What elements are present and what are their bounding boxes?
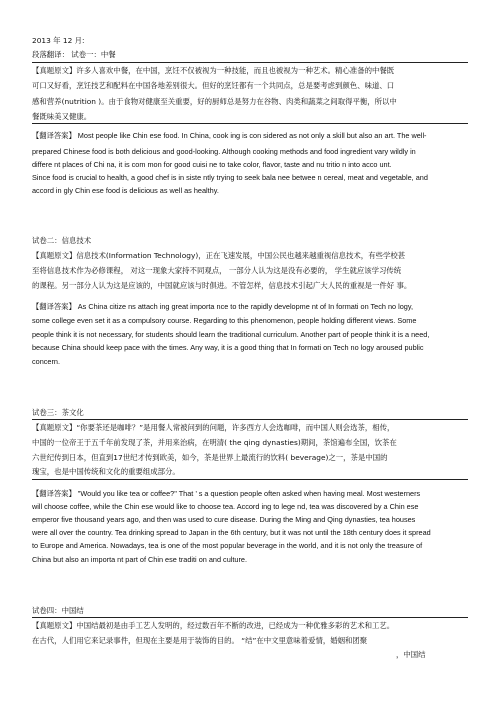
divider [32, 479, 468, 480]
translation-line: differe nt places of Chi na, it is com mon for good cuisi ne to take color, flavor, taste and nu tritio n into acco unt. [32, 160, 392, 169]
translation-line: to Europe and America. Nowadays, tea is one of the most popular beverage in the world, and it is not only the treasure of [32, 541, 423, 550]
translation-line: prepared Chinese food is both delicious and good-looking. Although cooking methods and food ingredient vary wildly in [32, 147, 416, 156]
translation-line: 【翻译答案】 As China citize ns attach ing great importa nce to the rapidly developme nt of In formati on Tech no logy, [32, 302, 413, 311]
source-line: 感和营养(nutrition )。由于食物对健康至关重要，好的厨师总是努力在谷物、肉类和蔬菜之间取得平衡，所以中 [32, 97, 397, 106]
source-line: 【真题原文】“你要茶还是咖啡？”是用餐人常被问到的问题，许多西方人会选咖啡，而中国人则会选茶，相传， [32, 423, 395, 432]
source-line: 【真题原文】许多人喜欢中餐，在中国，烹饪不仅被视为一种技能，而且也被视为一种艺术。精心准备的中餐既 [32, 66, 395, 75]
source-line: 中国的一位帝王于五千年前发现了茶，并用来治病，在明清( the qing dynasties)期间，茶馆遍布全国，饮茶在 [32, 438, 397, 447]
paper-title: 试卷四：中国结 [32, 606, 84, 615]
translation-line: 【翻译答案】 "Would you like tea or coffee?" That ’ s a question people often asked when having meal. Most westerners [32, 489, 421, 498]
translation-line: will choose coffee, while the Chin ese would like to choose tea. Accord ing to lege nd, tea was discovered by a Chin ese [32, 502, 419, 511]
section-title: 段落翻译： 试卷一：中餐 [32, 50, 116, 59]
translation-line: some college even set it as a compulsory course. Regarding to this phenomenon, people holding different views. Some [32, 316, 417, 325]
source-line: 在古代，人们用它来记录事件，但现在主要是用于装饰的目的。 “结”在中文里意味着爱情，婚姻和团聚 [32, 636, 368, 645]
source-line: 的课程。另一部分人认为这是应该的，中国就应该与时俱进。不管怎样，信息技术引起广大人民的重视是一件好 事。 [32, 281, 412, 290]
source-line: 至将信息技术作为必修课程， 对这一现象大家持不同观点， 一部分人认为这是没有必要的， 学生就应该学习传统 [32, 266, 402, 275]
translation-line: accord in gly Chin ese food is delicious as well as healthy. [32, 186, 219, 195]
paper-title: 试卷二：信息技术 [32, 236, 92, 245]
translation-line: China but also an importa nt part of Chin ese traditi on and culture. [32, 555, 247, 564]
translation-line: emperor five thousand years ago, and then was used to cure disease. During the Ming and Qing dynasties, tea houses [32, 515, 416, 524]
divider [32, 62, 468, 63]
translation-line: Since food is crucial to health, a good chef is in siste ntly trying to seek bala nee betwee n cereal, meat and vegetable, and [32, 173, 428, 182]
translation-line: 【翻译答案】 Most people like Chin ese food. In China, cook ing is con sidered as not only a skill but also an art. The well- [32, 131, 427, 140]
translation-line: because China should keep pace with the times. Any way, it is a good thing that In formati on Tech no logy aroused public [32, 343, 424, 352]
divider [32, 123, 468, 124]
source-line: 瑰宝，也是中国传统和文化的重要组成部分。 [32, 467, 180, 476]
divider [32, 419, 468, 420]
source-line: 可口又好看，烹饪技艺和配料在中国各地差别很大。但好的烹饪都有一个共同点，总是要考虑到颜色、味道、口 [32, 81, 395, 90]
translation-line: concern. [32, 357, 60, 366]
source-line: 餐既味美又健康。 [32, 112, 92, 121]
source-line: 六世纪传到日本，但直到17世纪才传到欧美，如今，茶是世界上最流行的饮料( beverage)之一，茶是中国的 [32, 453, 388, 462]
source-line: 【真题原文】中国结最初是由手工艺人发明的，经过数百年不断的改进，已经成为一种优雅多彩的艺术和工艺。 [32, 621, 395, 630]
divider [32, 617, 468, 618]
translation-line: were all over the country. Tea drinking spread to Japan in the 6th century, but it was not until the 18th century does it spread [32, 528, 431, 537]
paper-title: 试卷三：茶文化 [32, 408, 84, 417]
translation-line: people think it is not necessary, for students should learn the traditional curriculum. Another part of people think it is a need, [32, 330, 430, 339]
source-line: 【真题原文】信息技术(Information Technology)，正在飞速发展，中国公民也越来越重视信息技术，有些学校甚 [32, 251, 406, 260]
source-line: ，中国结 [396, 650, 426, 659]
date-line: 2013 年 12 月: [32, 36, 85, 45]
